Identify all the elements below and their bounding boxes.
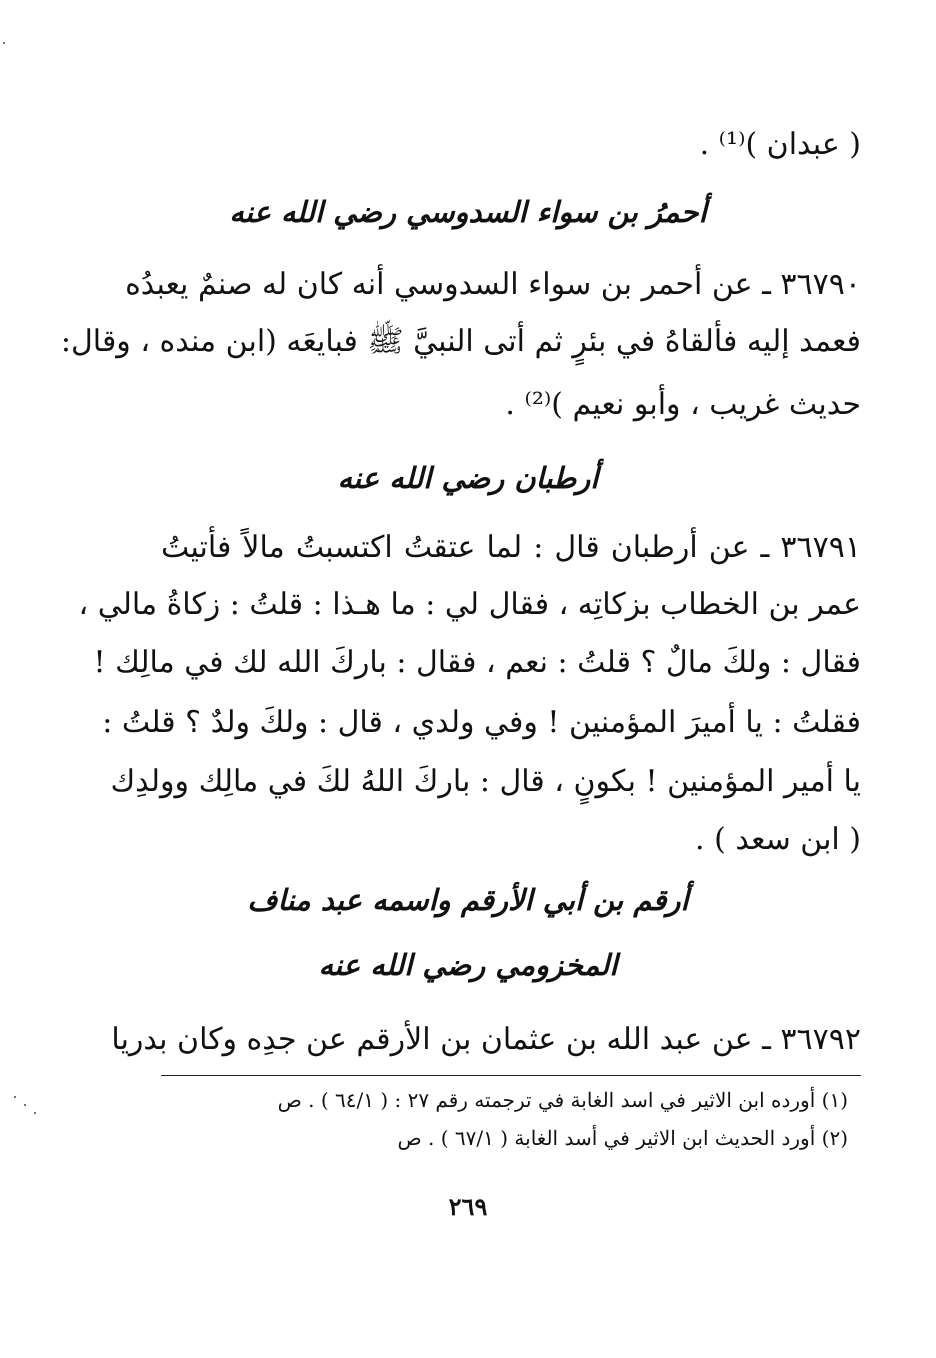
text-line: عمر بن الخطاب بزكاتِه ، فقال لي : ما هـذا : قلتُ : زكاةُ مالي ، [78,587,861,622]
text-line: ٣٦٧٩٠ ـ عن أحمر بن سواء السدوسي أنه كان له صنمٌ يعبدُه [125,267,861,302]
text-line: فقال : ولكَ مالٌ ؟ قلتُ : نعم ، فقال : باركَ الله لك في مالِك ! [93,645,861,680]
section-heading: أرطبان رضي الله عنه [337,461,599,495]
text-line: ( ابن سعد ) . [695,822,861,857]
text-line: ( عبدان )⁽¹⁾ . [699,127,861,162]
section-heading: المخزومي رضي الله عنه [318,948,618,982]
text-line: ٣٦٧٩١ ـ عن أرطبان قال : لما عتقتُ اكتسبتُ مالاً فأتيتُ [161,530,861,565]
section-heading: أحمرُ بن سواء السدوسي رضي الله عنه [229,195,707,229]
footnote-divider [161,1075,861,1076]
scan-speck [14,1096,16,1098]
footnote: (٢) أورد الحديث ابن الاثير في أسد الغابة ( ٦٧/١ ) . ص [397,1126,848,1150]
footnote: (١) أورده ابن الاثير في اسد الغابة في ترجمته رقم ٢٧ : ( ٦٤/١ ) . ص [277,1088,848,1112]
scan-speck [24,1104,26,1106]
text-line: يا أمير المؤمنين ! بكونٍ ، قال : باركَ اللهُ لكَ في مالِك وولدِك [110,764,861,799]
text-line: حديث غريب ، وأبو نعيم )⁽²⁾ . [505,387,861,422]
text-line: فقلتُ : يا أميرَ المؤمنين ! وفي ولدي ، قال : ولكَ ولدٌ ؟ قلتُ : [102,705,861,740]
page-number: ٢٦٩ [448,1192,488,1221]
text-line: ٣٦٧٩٢ ـ عن عبد الله بن عثمان بن الأرقم عن جدِه وكان بدريا [111,1022,861,1057]
scan-speck [3,42,5,44]
section-heading: أرقم بن أبي الأرقم واسمه عبد مناف [247,883,689,917]
scan-speck [34,1112,36,1114]
text-line: فعمد إليه فألقاهُ في بئرٍ ثم أتى النبيَّ ﷺ فبايعَه (ابن منده ، وقال: [60,324,861,359]
